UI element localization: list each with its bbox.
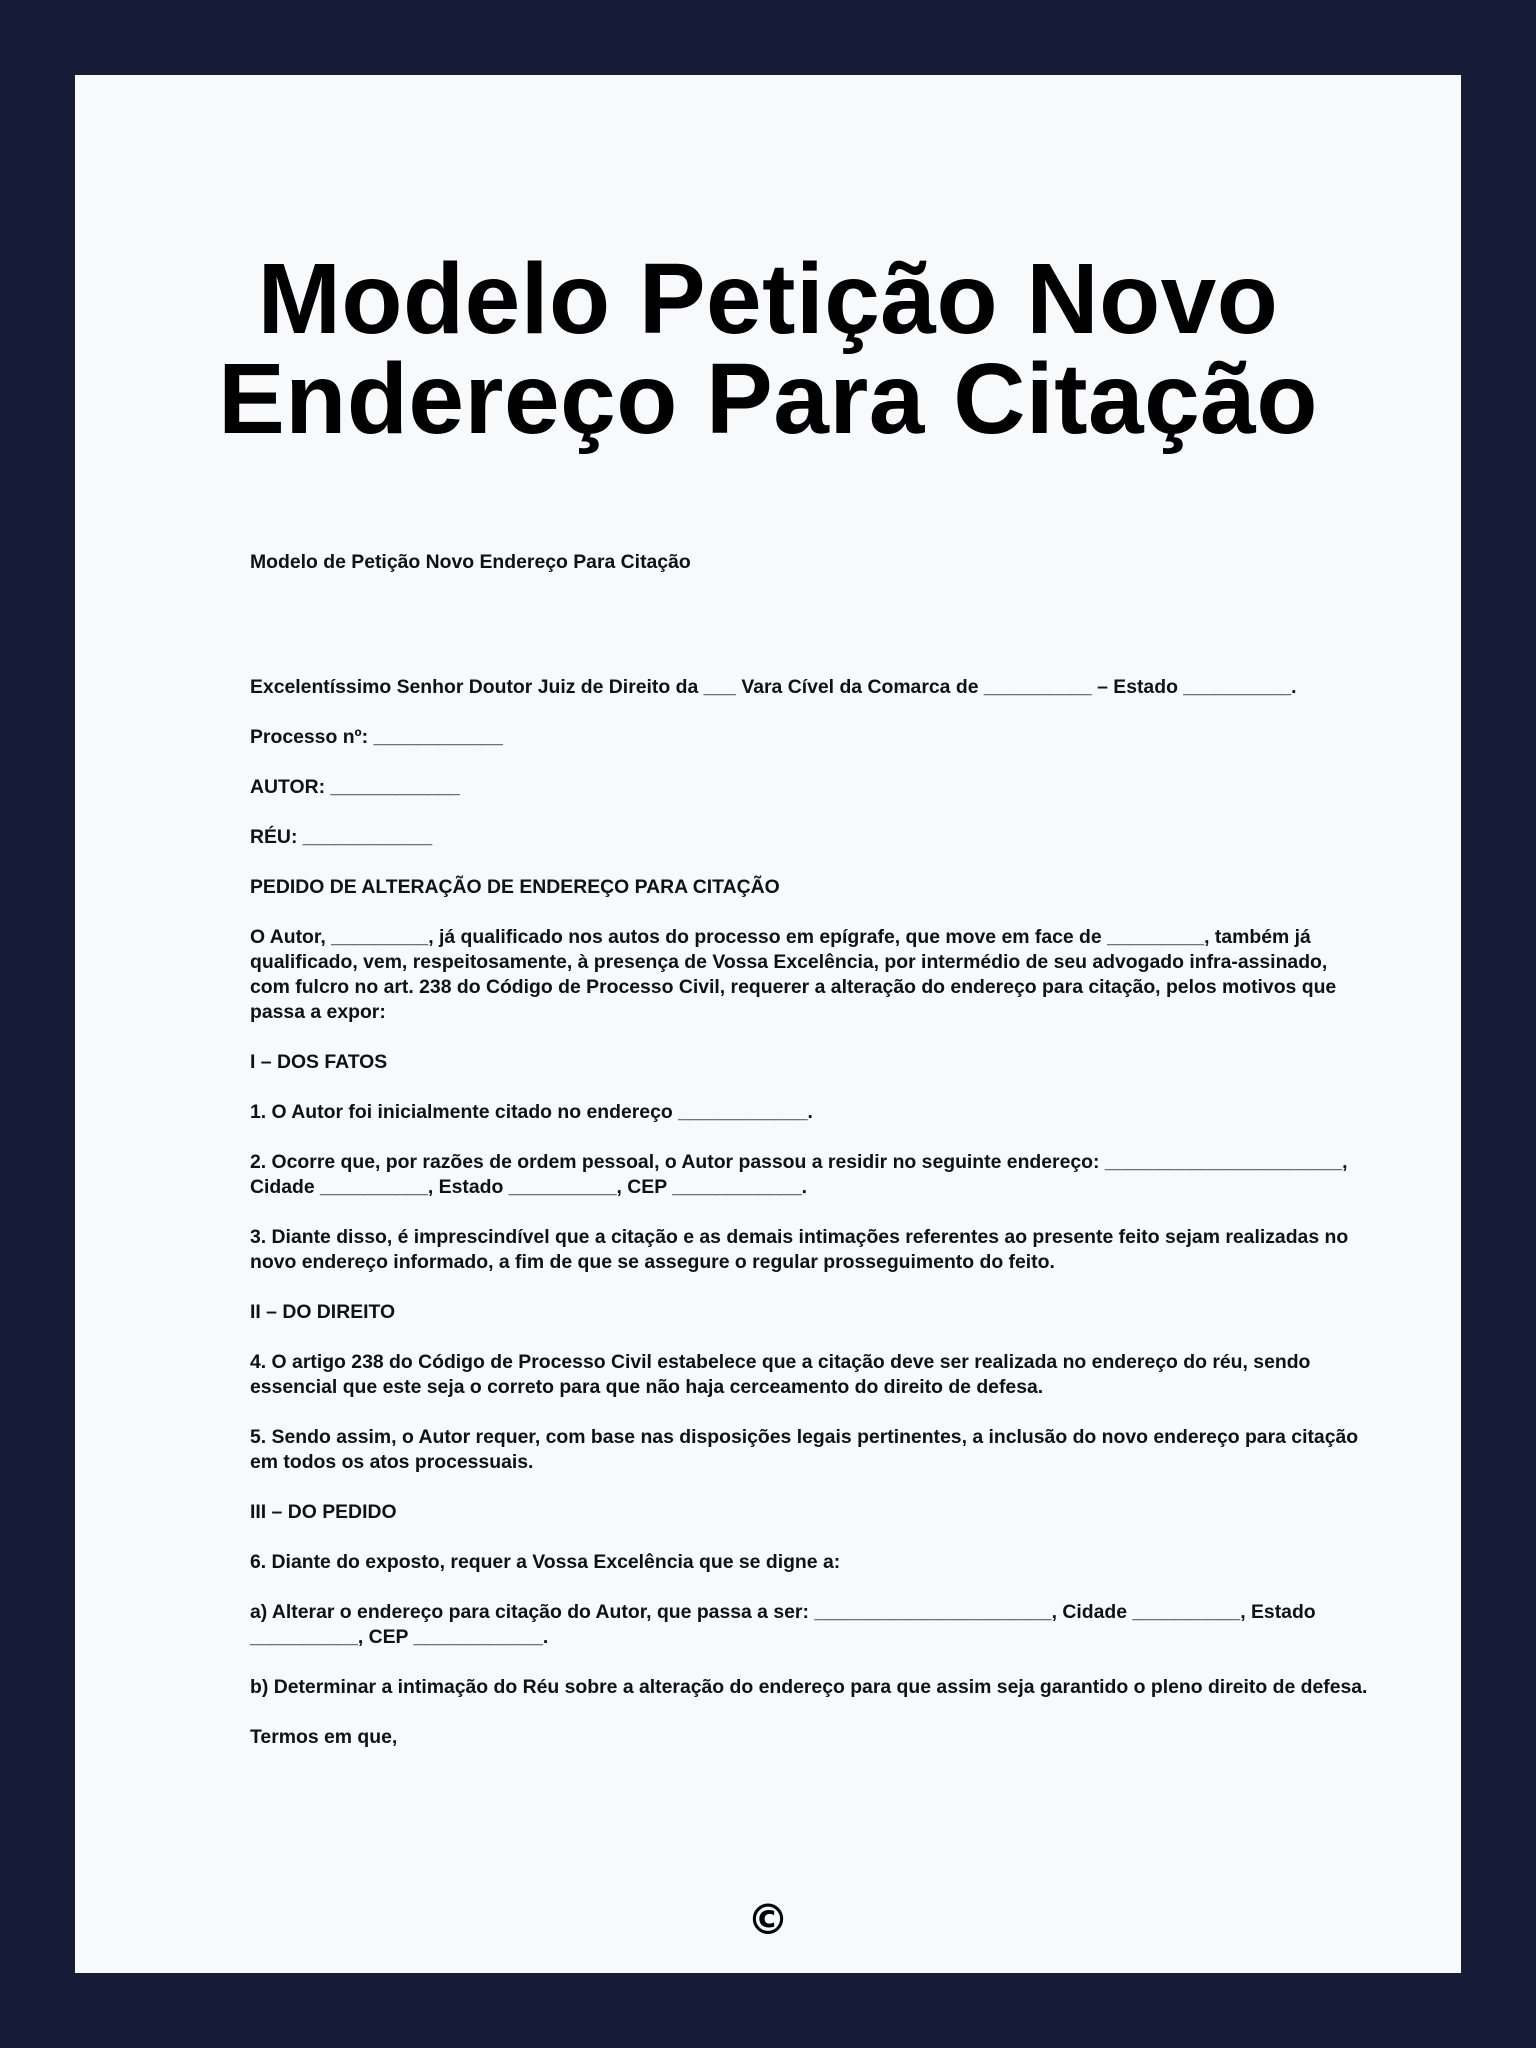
request-item-b: b) Determinar a intimação do Réu sobre a alteração do endereço para que assim seja garantido o pleno direito de defesa.	[250, 1676, 1368, 1698]
document-body	[250, 550, 1370, 1775]
addressee-paragraph: Excelentíssimo Senhor Doutor Juiz de Direito da ___ Vara Cível da Comarca de __________ – Estado __________.	[250, 676, 1297, 698]
document-subtitle: Modelo de Petição Novo Endereço Para Citação	[250, 551, 691, 573]
document-page	[75, 75, 1461, 1973]
fact-item-2: 2. Ocorre que, por razões de ordem pessoal, o Autor passou a residir no seguinte endereço: ______________________, Cidade __________, Estado __________, CEP ____________.	[250, 1151, 1348, 1198]
fact-item-3: 3. Diante disso, é imprescindível que a citação e as demais intimações referentes ao presente feito sejam realizadas no novo endereço informado, a fim de que se assegure o regular prosseguimento do feito.	[250, 1226, 1349, 1273]
author-line: AUTOR: ____________	[250, 776, 460, 798]
section-heading-request: III – DO PEDIDO	[250, 1501, 397, 1523]
defendant-line: RÉU: ____________	[250, 826, 433, 848]
fact-item-1: 1. O Autor foi inicialmente citado no endereço ____________.	[250, 1101, 813, 1123]
intro-paragraph: O Autor, _________, já qualificado nos autos do processo em epígrafe, que move em face de _________, também já qualificado, vem, respeitosamente, à presença de Vossa Excelência, por intermédio de seu advogado infra-assinado, com fulcro no art. 238 do Código de Processo Civil, requerer a alteração do endereço para citação, pelos motivos que passa a expor:	[250, 926, 1337, 1023]
request-item-a: a) Alterar o endereço para citação do Autor, que passa a ser: ______________________, Cidade __________, Estado __________, CEP ____________.	[250, 1601, 1316, 1648]
law-item-5: 5. Sendo assim, o Autor requer, com base nas disposições legais pertinentes, a inclusão do novo endereço para citação em todos os atos processuais.	[250, 1426, 1359, 1473]
process-number-line: Processo nº: ____________	[250, 726, 503, 748]
law-item-4: 4. O artigo 238 do Código de Processo Civil estabelece que a citação deve ser realizada no endereço do réu, sendo essencial que este seja o correto para que não haja cerceamento do direito de defesa.	[250, 1351, 1311, 1398]
section-heading-law: II – DO DIREITO	[250, 1301, 396, 1323]
closing-line: Termos em que,	[250, 1726, 398, 1748]
request-item-6: 6. Diante do exposto, requer a Vossa Excelência que se digne a:	[250, 1551, 841, 1573]
section-heading-facts: I – DOS FATOS	[250, 1051, 388, 1073]
copyright-icon: ©	[747, 1895, 789, 1944]
page-title-line-1: Modelo Petição Novo	[257, 243, 1279, 355]
page-title	[75, 243, 1461, 455]
page-title-line-2: Endereço Para Citação	[218, 343, 1318, 455]
request-heading: PEDIDO DE ALTERAÇÃO DE ENDEREÇO PARA CITAÇÃO	[250, 876, 780, 898]
